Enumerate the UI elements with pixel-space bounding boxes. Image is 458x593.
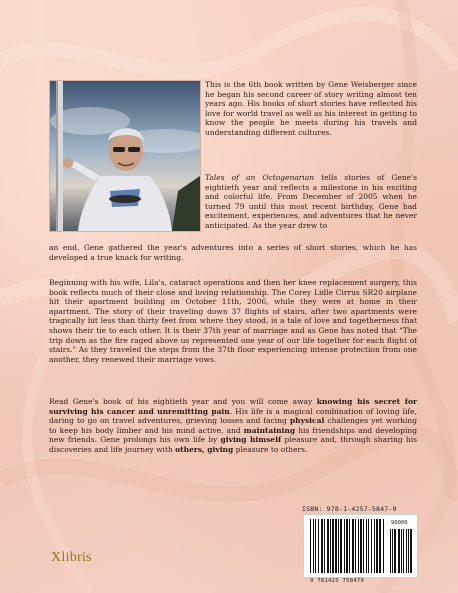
barcode-bar xyxy=(360,519,362,573)
barcode-bar xyxy=(403,529,404,573)
barcode-bar xyxy=(401,529,402,573)
barcode-bar xyxy=(374,519,375,573)
barcode-bar xyxy=(313,519,314,573)
isbn-label: ISBN: 978-1-4257-5847-9 xyxy=(302,505,397,513)
barcode-digits: 9 781425 758479 xyxy=(310,578,365,584)
barcode-bar xyxy=(371,519,372,573)
barcode-bar xyxy=(310,519,311,573)
barcode-bar xyxy=(358,519,359,573)
barcode-bar xyxy=(376,519,378,573)
author-photo xyxy=(49,80,201,232)
publisher-logo: Xlibris xyxy=(51,550,92,565)
barcode-bar xyxy=(344,519,345,573)
barcode-bar xyxy=(315,519,316,573)
barcode-bar xyxy=(410,529,412,573)
barcode-bar xyxy=(392,529,393,573)
barcode-bar xyxy=(379,519,381,573)
barcode-bar xyxy=(349,519,350,573)
book-description-text: tells stories of Gene's eightieth year and reflects a milestone in his exciting and colorful life. From December of 2005 when he turned 79 until this most recent birthday, Gene had excitement, experiences, and adventures that he never anticipated. As the year drew to xyxy=(205,173,417,230)
barcode-bar xyxy=(318,519,319,573)
barcode-bar xyxy=(406,529,407,573)
barcode-bar xyxy=(394,529,396,573)
barcode-bar xyxy=(346,519,348,573)
barcode-bar xyxy=(355,519,356,573)
barcode-bar xyxy=(332,519,334,573)
intro-paragraph: This is the 6th book written by Gene Weisberger since he began his second career of story writing almost ten years ago. His books of short stories have reflected his love for world travel as well as his interest in getting to know the people he meets during his travels and understanding different cultures. xyxy=(205,80,417,137)
barcode-bar xyxy=(368,519,369,573)
barcode-bar xyxy=(340,519,342,573)
barcode-bar xyxy=(398,529,400,573)
book-title: Tales of an Octogenarian xyxy=(205,173,315,182)
barcode-bar xyxy=(352,519,354,573)
barcode-bar xyxy=(324,519,325,573)
book-description-continued: an end, Gene gathered the year's adventures into a series of short stories, which he has developed a true knack for writing. xyxy=(49,243,417,262)
barcode-bar xyxy=(330,519,331,573)
closing-paragraph: Read Gene's book of his eightieth year and you will come away knowing his secret for surviving his cancer and unremitting pain. His life is a magical combination of loving life, daring to go on travel adventures, grieving losses and facing physical challenges yet working to keep his body limber and his mind active, and maintaining his friendships and developing new friends. Gene prolongs his own life by giving himself pleasure and, through sharing his discoveries and life journey with others, giving pleasure to others. xyxy=(49,397,418,454)
barcode-bar xyxy=(338,519,339,573)
price-code: 90000 xyxy=(391,520,408,526)
barcode-bar xyxy=(335,519,337,573)
barcode-bar xyxy=(390,529,391,573)
barcode-bar xyxy=(408,529,409,573)
barcode-bar xyxy=(383,519,384,573)
story-paragraph: Beginning with his wife, Lila's, cataract operations and then her knee replacement surgery, this book reflects much of their close and loving relationship. The Corey Lidle Cirrus SR20 airplane hit their apartment building on October 11th, 2006, while they were at home in their apartment. The story of their traveling down 37 flights of stairs, after two apartments were tragically hit less than thirty feet from where they stood, is a tale of love and togetherness that shows their tie to each other. It is their 37th year of marriage and as Gene has noted that "The trip down as the fire raged above us represented one year of our life together for each flight of stairs." As they traveled the steps from the 37th floor experiencing intense protection from one another, they renewed their marriage vows. xyxy=(49,278,417,364)
book-description-paragraph xyxy=(205,173,417,231)
barcode-bar xyxy=(366,519,367,573)
barcode-bar xyxy=(321,519,323,573)
barcode-bar xyxy=(363,519,364,573)
barcode-bar xyxy=(327,519,329,573)
